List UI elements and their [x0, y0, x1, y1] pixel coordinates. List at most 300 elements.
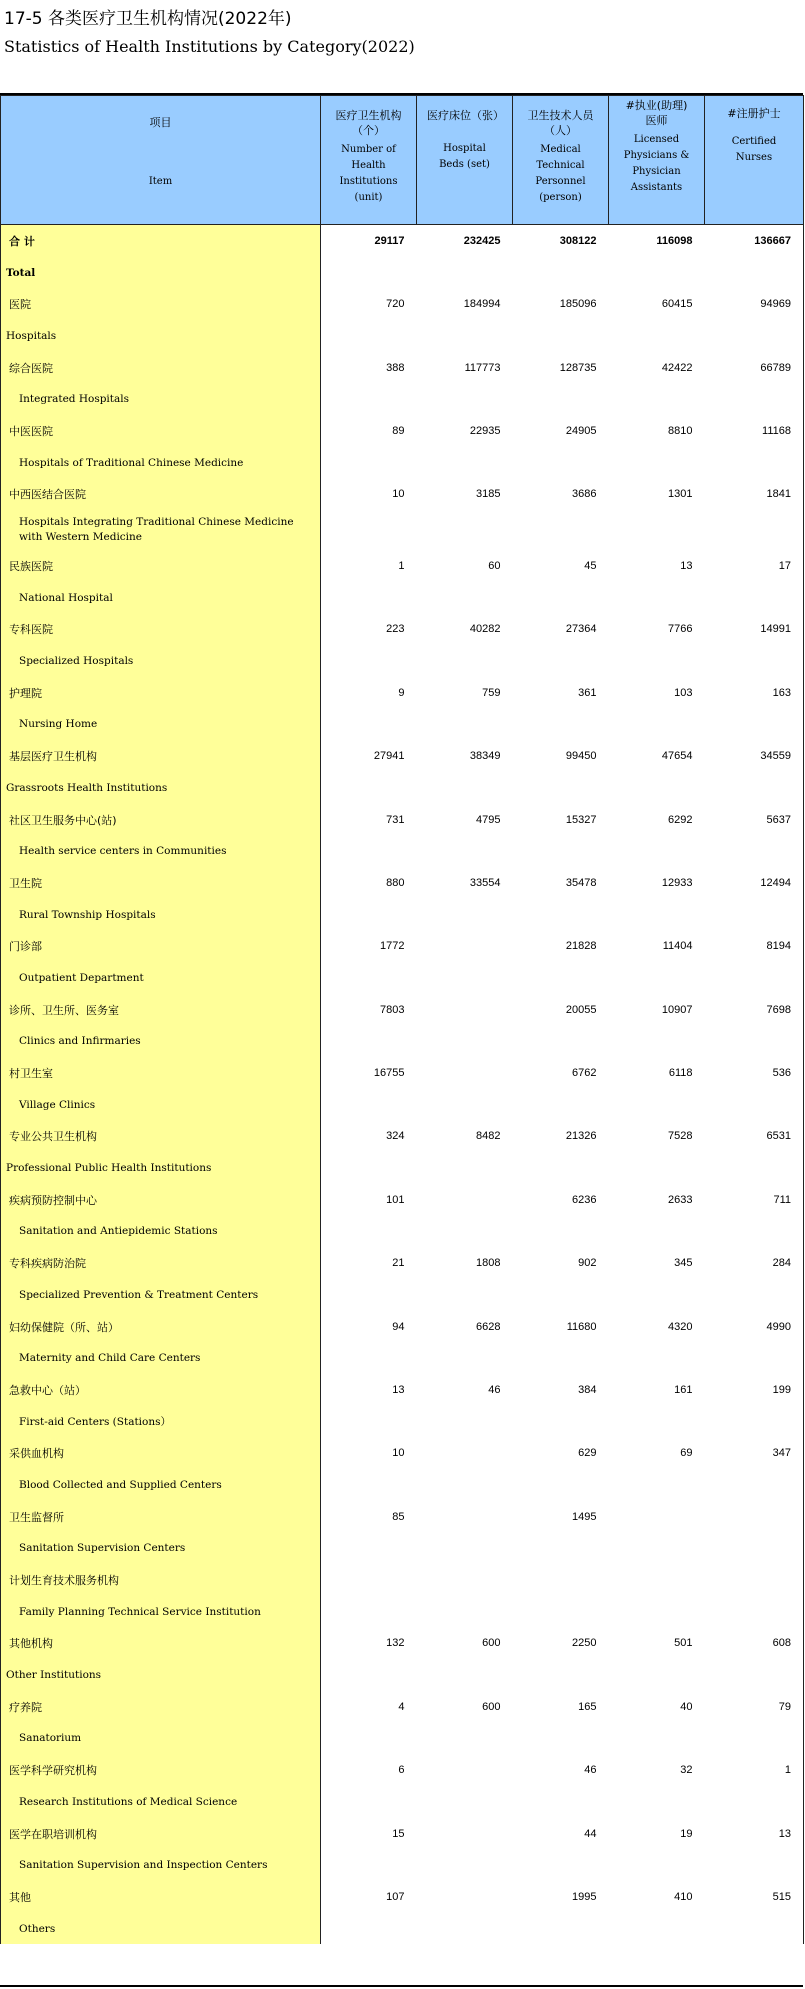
cell-institutions: 731	[386, 813, 405, 826]
cell-physicians: 161	[674, 1383, 693, 1396]
row-label-cn: 专业公共卫生机构	[1, 1121, 321, 1153]
cell-empty	[417, 510, 513, 550]
table-row-english	[1, 1659, 804, 1691]
cell-empty	[705, 1533, 804, 1565]
cell-empty	[705, 1723, 804, 1755]
cell-empty	[609, 320, 705, 352]
row-label-en: National Hospital	[1, 582, 321, 614]
cell-empty	[705, 1089, 804, 1121]
cell-empty	[321, 1089, 417, 1121]
header-physicians-en: Licensed Physicians & Physician Assistants	[623, 134, 690, 193]
cell-beds: 600	[482, 1700, 501, 1713]
cell-empty	[417, 447, 513, 479]
cell-beds	[417, 1501, 513, 1533]
row-label-en: Sanatorium	[1, 1723, 321, 1755]
cell-personnel: 3686	[572, 488, 597, 501]
cell-empty	[513, 1786, 609, 1818]
table-row-english	[1, 772, 804, 804]
table-row-english	[1, 582, 804, 614]
cell-empty	[705, 1026, 804, 1058]
cell-empty	[705, 772, 804, 804]
cell-nurses: 5637	[705, 804, 804, 836]
cell-empty	[705, 1913, 804, 1945]
cell-personnel: 6236	[572, 1193, 597, 1206]
cell-nurses: 1841	[705, 479, 804, 511]
cell-empty	[417, 835, 513, 867]
table-row-english	[1, 1279, 804, 1311]
cell-nurses: 94969	[705, 288, 804, 320]
cell-physicians: 7766	[668, 623, 693, 636]
table-row	[1, 1184, 804, 1216]
row-label-cn: 医学科学研究机构	[1, 1754, 321, 1786]
cell-personnel: 35478	[565, 876, 597, 889]
row-label-en: Total	[1, 257, 321, 289]
cell-personnel: 2250	[572, 1637, 597, 1650]
row-label-en: Sanitation Supervision and Inspection Centers	[1, 1849, 321, 1881]
cell-institutions: 89	[392, 424, 405, 437]
cell-empty	[321, 645, 417, 677]
cell-institutions: 880	[386, 876, 405, 889]
cell-personnel: 1495	[572, 1510, 597, 1523]
cell-empty	[609, 383, 705, 415]
table-row	[1, 1374, 804, 1406]
row-label-en: Village Clinics	[1, 1089, 321, 1121]
row-label-en: Professional Public Health Institutions	[1, 1152, 321, 1184]
cell-nurses: 13	[705, 1818, 804, 1850]
cell-physicians: 8810	[668, 424, 693, 437]
cell-empty	[321, 835, 417, 867]
cell-empty	[321, 1596, 417, 1628]
table-row-english	[1, 1216, 804, 1248]
cell-physicians: 345	[674, 1257, 693, 1270]
cell-empty	[417, 1279, 513, 1311]
cell-beds: 232425	[463, 234, 501, 247]
header-item-cn: 项目	[149, 116, 172, 129]
cell-empty	[705, 1279, 804, 1311]
row-label-cn: 社区卫生服务中心(站)	[1, 804, 321, 836]
cell-physicians: 42422	[661, 361, 693, 374]
header-beds-en: Hospital Beds (set)	[439, 143, 490, 170]
table-row-english	[1, 383, 804, 415]
cell-institutions: 9	[398, 686, 405, 699]
cell-empty	[609, 1469, 705, 1501]
cell-physicians: 10907	[661, 1003, 693, 1016]
cell-physicians: 1301	[668, 488, 693, 501]
header-personnel-en: Medical Technical Personnel (person)	[535, 144, 586, 203]
table-row	[1, 740, 804, 772]
cell-physicians: 7528	[668, 1130, 693, 1143]
cell-empty	[417, 1026, 513, 1058]
header-nurses-en: Certified Nurses	[731, 136, 777, 163]
cell-empty	[417, 1786, 513, 1818]
cell-empty	[609, 1279, 705, 1311]
cell-physicians: 32	[680, 1764, 693, 1777]
cell-empty	[513, 709, 609, 741]
cell-empty	[705, 510, 804, 550]
cell-empty	[321, 1786, 417, 1818]
table-row	[1, 1881, 804, 1913]
table-row-english	[1, 1596, 804, 1628]
row-label-cn: 专科医院	[1, 614, 321, 646]
header-item-en: Item	[148, 176, 173, 187]
cell-empty	[513, 383, 609, 415]
cell-empty	[321, 709, 417, 741]
cell-empty	[417, 1659, 513, 1691]
row-label-en: Outpatient Department	[1, 962, 321, 994]
cell-institutions: 324	[386, 1130, 405, 1143]
table-row	[1, 614, 804, 646]
cell-nurses: 1	[705, 1754, 804, 1786]
row-label-cn: 专科疾病防治院	[1, 1247, 321, 1279]
cell-empty	[513, 257, 609, 289]
cell-personnel: 24905	[565, 424, 597, 437]
cell-empty	[609, 1786, 705, 1818]
cell-physicians: 60415	[661, 298, 693, 311]
table-row-english	[1, 1026, 804, 1058]
cell-empty	[321, 1659, 417, 1691]
cell-empty	[513, 1723, 609, 1755]
cell-nurses: 163	[705, 677, 804, 709]
header-personnel-cn: 卫生技术人员（人）	[527, 109, 594, 137]
cell-personnel: 185096	[559, 298, 597, 311]
cell-beds: 6628	[476, 1320, 501, 1333]
cell-beds: 600	[482, 1637, 501, 1650]
cell-empty	[417, 645, 513, 677]
cell-empty	[705, 383, 804, 415]
table-row	[1, 1691, 804, 1723]
table-row-english	[1, 835, 804, 867]
row-label-cn: 诊所、卫生所、医务室	[1, 994, 321, 1026]
cell-nurses: 34559	[705, 740, 804, 772]
cell-empty	[417, 1913, 513, 1945]
cell-empty	[321, 582, 417, 614]
table-row-english	[1, 1406, 804, 1438]
header-beds	[417, 96, 513, 225]
cell-empty	[513, 1596, 609, 1628]
table-row	[1, 1628, 804, 1660]
cell-institutions	[321, 1564, 417, 1596]
header-nurses-cn: #注册护士	[727, 107, 781, 120]
cell-empty	[513, 510, 609, 550]
cell-empty	[321, 257, 417, 289]
cell-institutions: 13	[392, 1383, 405, 1396]
row-label-en: Specialized Prevention & Treatment Centers	[1, 1279, 321, 1311]
cell-empty	[609, 709, 705, 741]
table-row-english	[1, 1723, 804, 1755]
cell-empty	[321, 447, 417, 479]
cell-institutions: 107	[386, 1890, 405, 1903]
table-row-english	[1, 962, 804, 994]
cell-empty	[513, 1533, 609, 1565]
cell-physicians: 19	[680, 1827, 693, 1840]
cell-empty	[321, 1849, 417, 1881]
cell-empty	[321, 383, 417, 415]
cell-institutions: 10	[392, 488, 405, 501]
cell-empty	[513, 320, 609, 352]
cell-institutions: 223	[386, 623, 405, 636]
row-label-en: Nursing Home	[1, 709, 321, 741]
cell-physicians: 501	[674, 1637, 693, 1650]
table-title-chinese: 17-5 各类医疗卫生机构情况(2022年)	[4, 9, 292, 29]
table-row	[1, 1501, 804, 1533]
cell-personnel: 1995	[572, 1890, 597, 1903]
cell-empty	[417, 383, 513, 415]
row-label-cn: 综合医院	[1, 352, 321, 384]
cell-beds	[417, 1564, 513, 1596]
cell-physicians: 69	[680, 1447, 693, 1460]
cell-empty	[321, 1342, 417, 1374]
cell-empty	[705, 1469, 804, 1501]
row-label-cn: 采供血机构	[1, 1437, 321, 1469]
cell-beds: 40282	[469, 623, 501, 636]
cell-personnel: 128735	[559, 361, 597, 374]
table-row	[1, 1437, 804, 1469]
cell-nurses: 347	[705, 1437, 804, 1469]
table-row	[1, 994, 804, 1026]
cell-empty	[417, 257, 513, 289]
cell-nurses	[705, 1501, 804, 1533]
cell-personnel: 629	[578, 1447, 597, 1460]
cell-empty	[705, 962, 804, 994]
header-nurses	[705, 96, 804, 225]
cell-empty	[417, 1152, 513, 1184]
cell-institutions: 21	[392, 1257, 405, 1270]
cell-empty	[609, 510, 705, 550]
row-label-en: Blood Collected and Supplied Centers	[1, 1469, 321, 1501]
cell-institutions: 4	[398, 1700, 405, 1713]
cell-institutions: 720	[386, 298, 405, 311]
cell-empty	[705, 645, 804, 677]
cell-empty	[513, 1342, 609, 1374]
cell-empty	[417, 1469, 513, 1501]
cell-beds: 759	[482, 686, 501, 699]
header-institutions	[321, 96, 417, 225]
cell-physicians: 47654	[661, 750, 693, 763]
table-row	[1, 804, 804, 836]
row-label-en: Family Planning Technical Service Institution	[1, 1596, 321, 1628]
table-row	[1, 1754, 804, 1786]
cell-personnel: 21828	[565, 940, 597, 953]
row-label-en: Grassroots Health Institutions	[1, 772, 321, 804]
cell-empty	[609, 1659, 705, 1691]
cell-empty	[513, 1913, 609, 1945]
cell-empty	[705, 1152, 804, 1184]
cell-empty	[417, 709, 513, 741]
cell-institutions: 6	[398, 1764, 405, 1777]
table-row-english	[1, 320, 804, 352]
cell-empty	[609, 835, 705, 867]
cell-empty	[513, 899, 609, 931]
table-row	[1, 677, 804, 709]
cell-beds: 3185	[476, 488, 501, 501]
cell-physicians: 2633	[668, 1193, 693, 1206]
table-row	[1, 415, 804, 447]
cell-personnel: 99450	[565, 750, 597, 763]
row-label-cn: 计划生育技术服务机构	[1, 1564, 321, 1596]
cell-empty	[609, 1342, 705, 1374]
cell-physicians: 4320	[668, 1320, 693, 1333]
header-institutions-cn: 医疗卫生机构（个）	[335, 109, 402, 137]
cell-empty	[417, 1596, 513, 1628]
cell-beds: 33554	[469, 876, 501, 889]
cell-institutions: 7803	[380, 1003, 405, 1016]
cell-institutions: 85	[392, 1510, 405, 1523]
cell-beds	[417, 1184, 513, 1216]
cell-physicians: 103	[674, 686, 693, 699]
cell-empty	[417, 1533, 513, 1565]
row-label-en: Integrated Hospitals	[1, 383, 321, 415]
cell-empty	[609, 257, 705, 289]
cell-personnel	[513, 1564, 609, 1596]
table-row-english	[1, 510, 804, 550]
cell-empty	[609, 1216, 705, 1248]
cell-nurses: 79	[705, 1691, 804, 1723]
table-row	[1, 550, 804, 582]
cell-empty	[321, 1723, 417, 1755]
cell-empty	[321, 1216, 417, 1248]
table-row	[1, 1121, 804, 1153]
cell-empty	[321, 1469, 417, 1501]
cell-beds	[417, 1881, 513, 1913]
row-label-cn: 门诊部	[1, 930, 321, 962]
cell-beds: 117773	[464, 361, 501, 374]
cell-empty	[513, 1469, 609, 1501]
row-label-en: Sanitation and Antiepidemic Stations	[1, 1216, 321, 1248]
cell-nurses: 14991	[705, 614, 804, 646]
table-title-english: Statistics of Health Institutions by Category(2022)	[4, 37, 415, 56]
row-label-cn: 卫生监督所	[1, 1501, 321, 1533]
row-label-cn: 疾病预防控制中心	[1, 1184, 321, 1216]
table-row	[1, 352, 804, 384]
cell-nurses: 12494	[705, 867, 804, 899]
table-row-english	[1, 1152, 804, 1184]
cell-beds: 4795	[476, 813, 501, 826]
table-row-english	[1, 645, 804, 677]
cell-nurses: 515	[705, 1881, 804, 1913]
cell-personnel: 11680	[566, 1320, 597, 1333]
cell-empty	[705, 835, 804, 867]
row-label-en: Health service centers in Communities	[1, 835, 321, 867]
table-row-english	[1, 1342, 804, 1374]
cell-personnel: 46	[584, 1764, 597, 1777]
cell-empty	[417, 1216, 513, 1248]
cell-empty	[705, 709, 804, 741]
cell-empty	[609, 447, 705, 479]
row-label-en: Hospitals Integrating Traditional Chinese Medicine with Western Medicine	[1, 510, 321, 550]
cell-empty	[705, 257, 804, 289]
cell-empty	[609, 1026, 705, 1058]
row-label-en: Hospitals of Traditional Chinese Medicine	[1, 447, 321, 479]
cell-nurses: 11168	[705, 415, 804, 447]
table-row-english	[1, 1849, 804, 1881]
cell-empty	[417, 772, 513, 804]
row-label-cn: 基层医疗卫生机构	[1, 740, 321, 772]
cell-beds: 22935	[469, 424, 501, 437]
cell-nurses: 284	[705, 1247, 804, 1279]
cell-empty	[705, 1659, 804, 1691]
cell-empty	[321, 1406, 417, 1438]
cell-empty	[321, 1913, 417, 1945]
cell-institutions: 27941	[373, 750, 405, 763]
cell-empty	[705, 1342, 804, 1374]
cell-empty	[321, 320, 417, 352]
cell-beds: 184994	[463, 298, 501, 311]
cell-institutions: 10	[392, 1447, 405, 1460]
table-row-english	[1, 899, 804, 931]
cell-empty	[705, 582, 804, 614]
cell-personnel: 6762	[572, 1067, 597, 1080]
cell-personnel: 27364	[565, 623, 597, 636]
cell-empty	[513, 1152, 609, 1184]
table-row	[1, 1057, 804, 1089]
row-label-cn: 中西医结合医院	[1, 479, 321, 511]
cell-empty	[417, 582, 513, 614]
cell-physicians: 13	[680, 560, 693, 573]
cell-empty	[417, 899, 513, 931]
cell-institutions: 1	[398, 560, 405, 573]
cell-empty	[513, 1089, 609, 1121]
cell-personnel: 45	[584, 560, 597, 573]
cell-physicians	[609, 1564, 705, 1596]
cell-institutions: 29117	[374, 234, 405, 247]
row-label-cn: 民族医院	[1, 550, 321, 582]
cell-nurses: 608	[705, 1628, 804, 1660]
cell-institutions: 132	[386, 1637, 405, 1650]
cell-institutions: 101	[386, 1193, 405, 1206]
cell-empty	[513, 1026, 609, 1058]
cell-empty	[417, 1342, 513, 1374]
cell-beds	[417, 1057, 513, 1089]
cell-nurses: 8194	[705, 930, 804, 962]
cell-personnel: 21326	[565, 1130, 597, 1143]
row-label-cn: 合 计	[1, 225, 321, 257]
cell-empty	[609, 1152, 705, 1184]
cell-personnel: 361	[578, 686, 597, 699]
cell-empty	[609, 582, 705, 614]
cell-empty	[513, 1216, 609, 1248]
cell-personnel: 384	[578, 1383, 597, 1396]
row-label-cn: 急救中心（站）	[1, 1374, 321, 1406]
cell-institutions: 388	[386, 361, 405, 374]
cell-beds: 46	[488, 1383, 501, 1396]
cell-nurses: 6531	[705, 1121, 804, 1153]
cell-empty	[609, 1723, 705, 1755]
table-row-english	[1, 1913, 804, 1945]
cell-nurses	[705, 1564, 804, 1596]
cell-empty	[321, 899, 417, 931]
cell-empty	[609, 1849, 705, 1881]
cell-empty	[513, 582, 609, 614]
cell-personnel: 15327	[565, 813, 597, 826]
cell-physicians	[609, 1501, 705, 1533]
header-physicians-cn: #执业(助理)医师	[625, 99, 688, 127]
cell-empty	[609, 772, 705, 804]
row-label-cn: 疗养院	[1, 1691, 321, 1723]
cell-beds	[417, 1437, 513, 1469]
cell-empty	[321, 1533, 417, 1565]
cell-empty	[417, 1089, 513, 1121]
cell-empty	[321, 1279, 417, 1311]
row-label-en: Sanitation Supervision Centers	[1, 1533, 321, 1565]
cell-beds: 38349	[469, 750, 501, 763]
row-label-cn: 妇幼保健院（所、站）	[1, 1311, 321, 1343]
cell-nurses: 136667	[705, 225, 804, 257]
table-row	[1, 1818, 804, 1850]
cell-physicians: 12933	[661, 876, 693, 889]
cell-empty	[513, 1279, 609, 1311]
cell-nurses: 66789	[705, 352, 804, 384]
cell-empty	[609, 1533, 705, 1565]
